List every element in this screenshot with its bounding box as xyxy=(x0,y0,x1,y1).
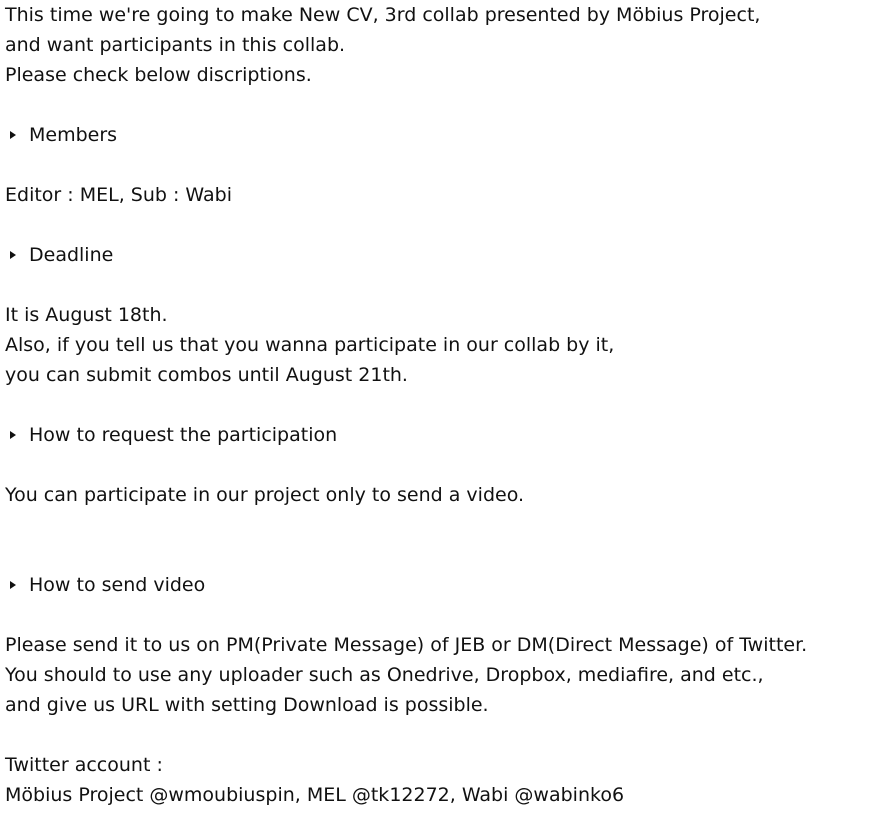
twitter-label: Twitter account : xyxy=(5,754,163,776)
deadline-line-2: Also, if you tell us that you wanna participate in our collab by it, xyxy=(5,334,615,356)
members-text: Editor : MEL, Sub : Wabi xyxy=(5,184,232,206)
deadline-line-1: It is August 18th. xyxy=(5,304,168,326)
spacer xyxy=(5,720,872,750)
send-line-1: Please send it to us on PM(Private Message) of JEB or DM(Direct Message) of Twitter. xyxy=(5,634,808,656)
intro-line-1: This time we're going to make New CV, 3rd collab presented by Möbius Project, xyxy=(5,4,761,26)
triangle-bullet-icon xyxy=(10,251,16,259)
triangle-bullet-icon xyxy=(10,131,16,139)
spacer xyxy=(5,540,872,570)
spacer xyxy=(5,270,872,300)
spacer xyxy=(5,600,872,630)
deadline-heading-text: Deadline xyxy=(29,244,114,266)
spacer xyxy=(5,90,872,120)
spacer xyxy=(5,150,872,180)
spacer xyxy=(5,510,872,540)
deadline-line-3: you can submit combos until August 21th. xyxy=(5,364,408,386)
send-heading-text: How to send video xyxy=(29,574,206,596)
deadline-heading xyxy=(5,240,872,270)
request-heading xyxy=(5,420,872,450)
triangle-bullet-icon xyxy=(10,581,16,589)
request-heading-text: How to request the participation xyxy=(29,424,338,446)
send-line-2: You should to use any uploader such as Onedrive, Dropbox, mediafire, and etc., xyxy=(5,664,764,686)
request-text: You can participate in our project only to send a video. xyxy=(5,484,525,506)
members-heading-text: Members xyxy=(29,124,118,146)
send-line-3: and give us URL with setting Download is possible. xyxy=(5,694,489,716)
spacer xyxy=(5,450,872,480)
members-heading xyxy=(5,120,872,150)
send-heading xyxy=(5,570,872,600)
intro-line-3: Please check below discriptions. xyxy=(5,64,312,86)
intro-line-2: and want participants in this collab. xyxy=(5,34,346,56)
triangle-bullet-icon xyxy=(10,431,16,439)
spacer xyxy=(5,390,872,420)
twitter-accounts: Möbius Project @wmoubiuspin, MEL @tk12272, Wabi @wabinko6 xyxy=(5,784,625,806)
spacer xyxy=(5,210,872,240)
